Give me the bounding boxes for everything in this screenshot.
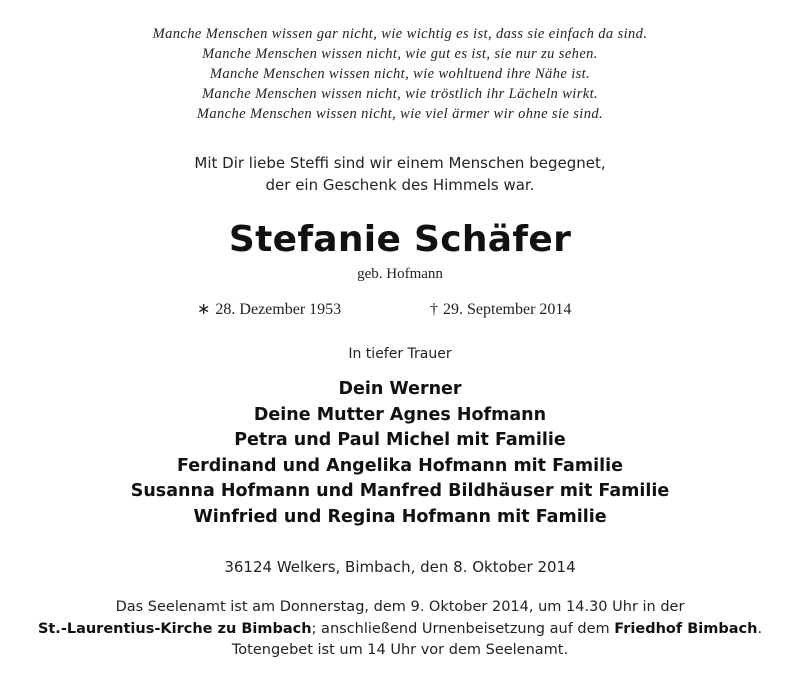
mourner-entry: Ferdinand und Angelika Hofmann mit Familie — [177, 455, 623, 476]
birth-date: 28. Dezember 1953 — [215, 301, 342, 318]
death-date: 29. September 2014 — [443, 301, 572, 318]
poem-line: Manche Menschen wissen nicht, wie viel ärmer wir ohne sie sind. — [196, 106, 604, 122]
poem — [0, 24, 800, 124]
mourners-list — [0, 377, 800, 530]
poem-line: Manche Menschen wissen nicht, wie gut es ist, sie nur zu sehen. — [202, 46, 598, 62]
service-line-3: Totengebet ist um 14 Uhr vor dem Seelenamt. — [231, 642, 569, 658]
birth-date-group — [197, 300, 341, 320]
mourner-entry: Dein Werner — [338, 379, 462, 399]
church-name: St.-Laurentius-Kirche zu Bimbach — [37, 620, 312, 637]
cemetery-name: Friedhof Bimbach — [614, 620, 758, 637]
service-line-2-end: . — [757, 620, 763, 637]
place-and-date: 36124 Welkers, Bimbach, den 8. Oktober 2014 — [224, 558, 576, 576]
death-date-group — [430, 300, 571, 320]
poem-line: Manche Menschen wissen nicht, wie wohltuend ihre Nähe ist. — [209, 66, 591, 82]
service-line-2-mid: ; anschließend Urnenbeisetzung auf dem — [311, 620, 615, 637]
mourning-heading: In tiefer Trauer — [348, 346, 452, 362]
birth-star-icon: ∗ — [197, 301, 211, 318]
maiden-name: geb. Hofmann — [357, 266, 443, 282]
mourner-entry: Winfried und Regina Hofmann mit Familie — [193, 506, 607, 527]
intro-text — [0, 152, 800, 196]
intro-line: der ein Geschenk des Himmels war. — [265, 176, 535, 194]
poem-line: Manche Menschen wissen nicht, wie tröstlich ihr Lächeln wirkt. — [201, 86, 599, 102]
mourner-entry: Deine Mutter Agnes Hofmann — [253, 404, 547, 425]
intro-line: Mit Dir liebe Steffi sind wir einem Menschen begegnet, — [194, 154, 606, 172]
mourner-entry: Susanna Hofmann und Manfred Bildhäuser mit Familie — [130, 481, 670, 501]
service-line-1: Das Seelenamt ist am Donnerstag, dem 9. Oktober 2014, um 14.30 Uhr in der — [115, 599, 685, 615]
mourner-entry: Petra und Paul Michel mit Familie — [234, 430, 566, 450]
service-line-2 — [0, 619, 800, 641]
deceased-name: Stefanie Schäfer — [228, 219, 572, 260]
death-cross-icon: † — [430, 301, 438, 318]
service-info — [0, 597, 800, 662]
poem-line: Manche Menschen wissen gar nicht, wie wichtig es ist, dass sie einfach da sind. — [152, 26, 648, 42]
